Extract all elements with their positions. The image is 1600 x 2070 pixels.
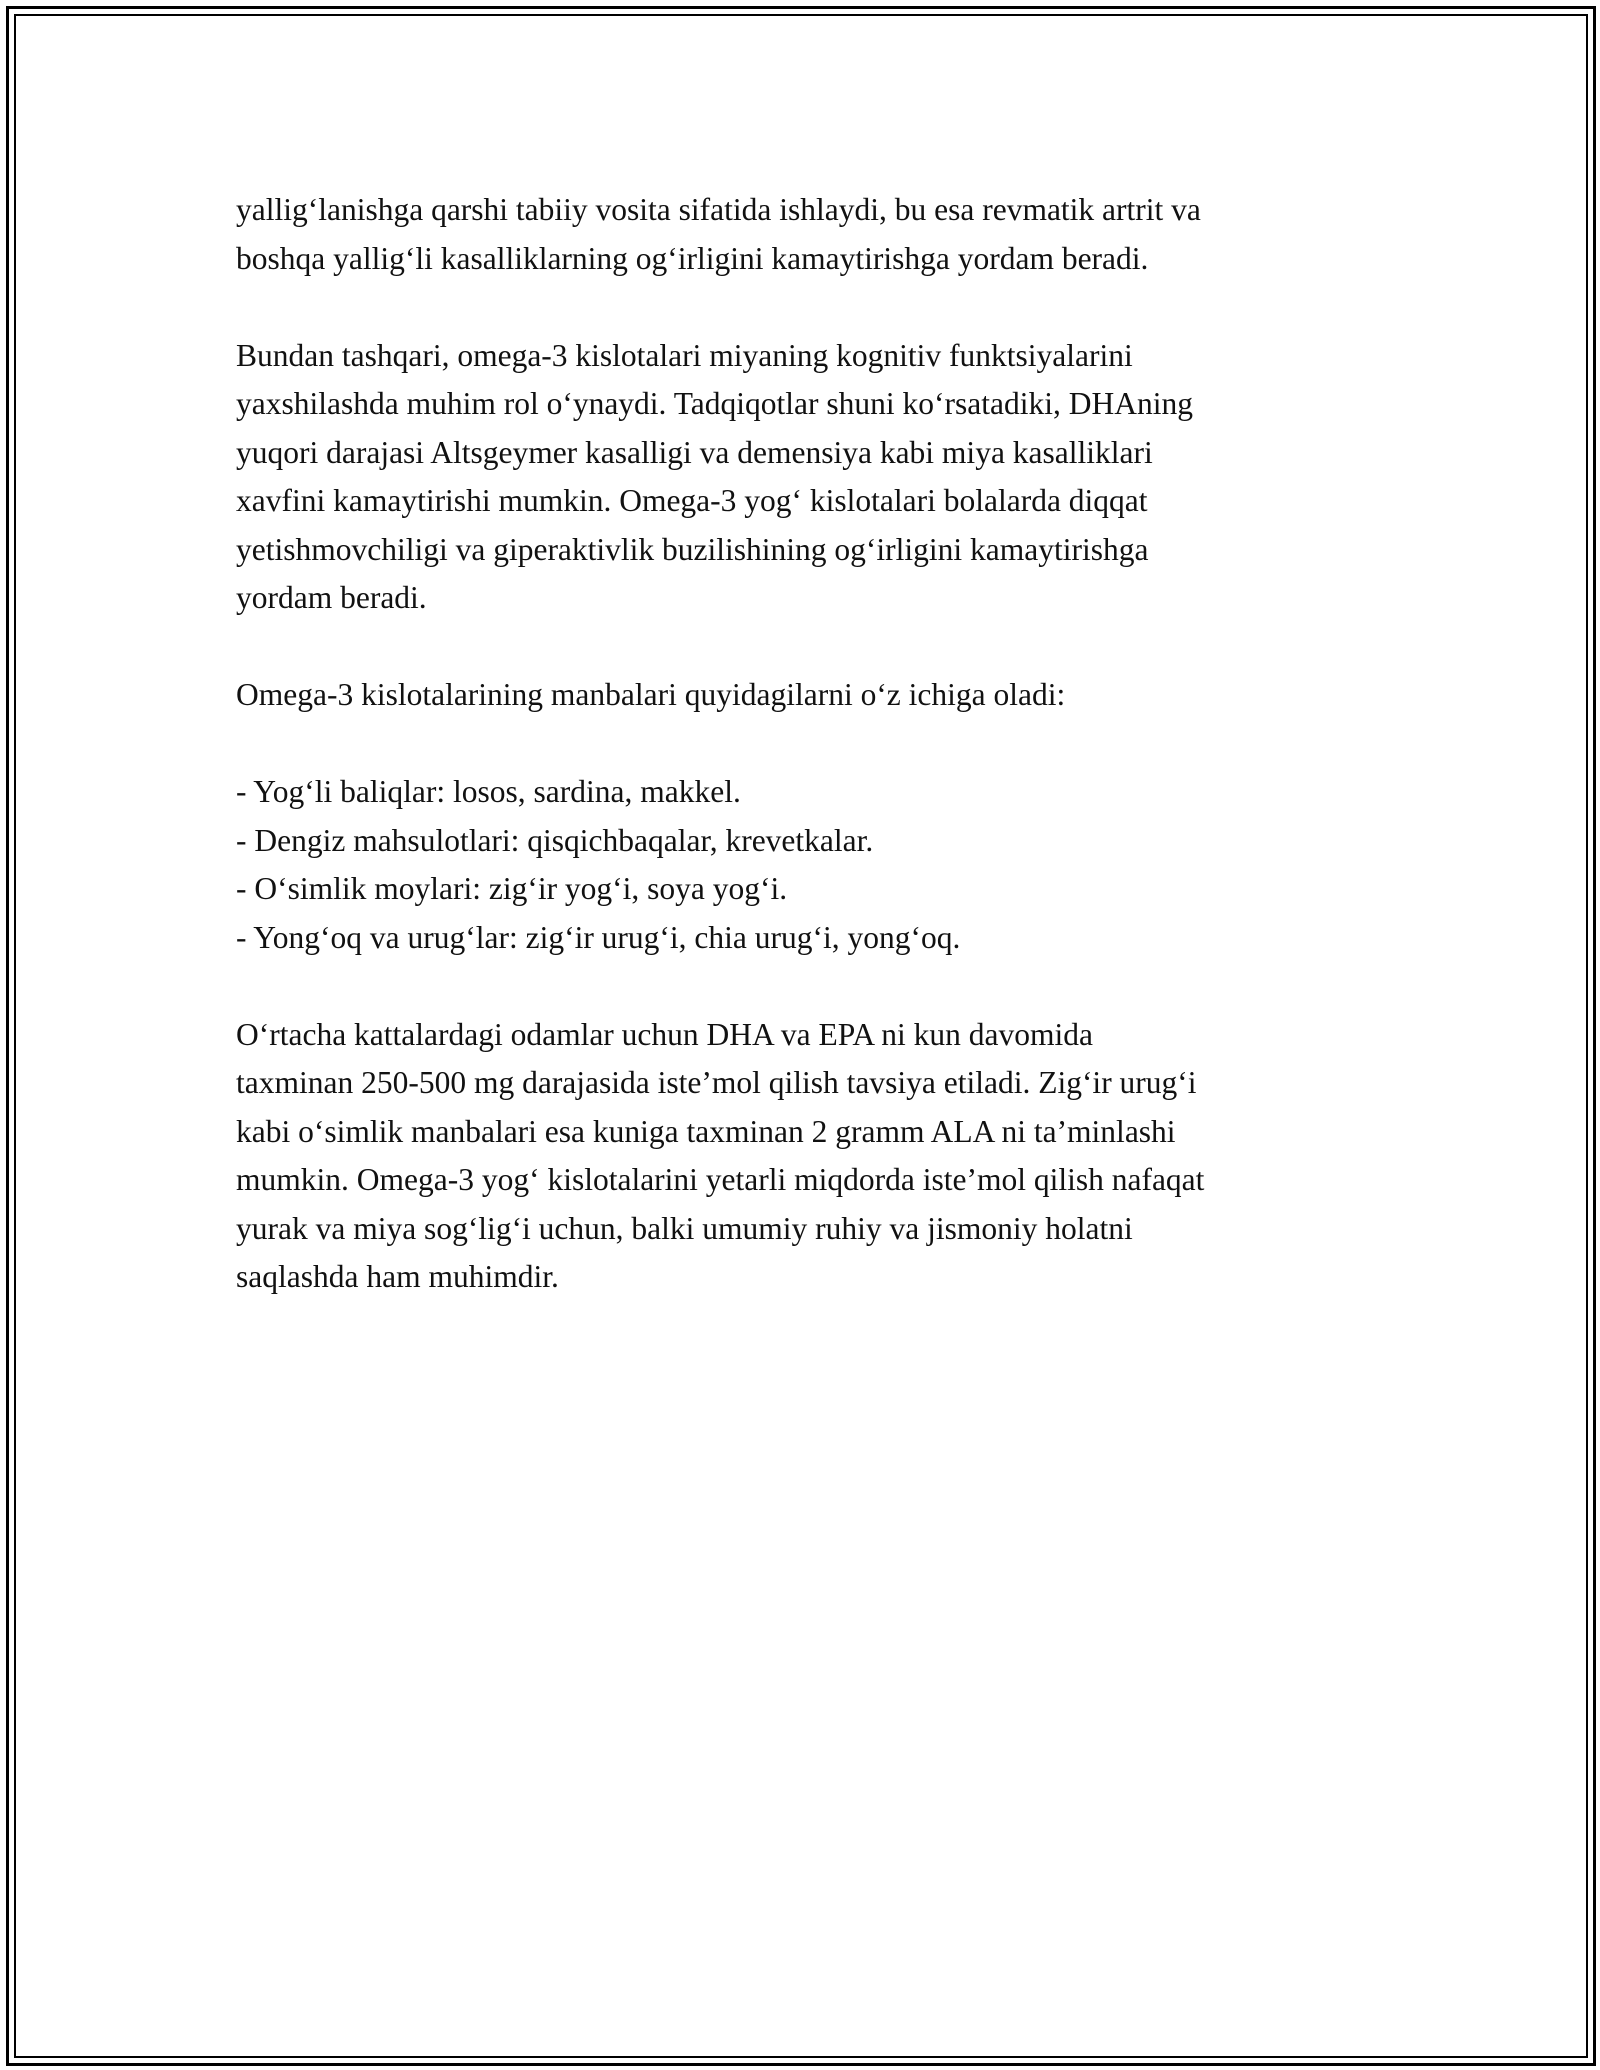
paragraph-line: yuqori darajasi Altsgeymer kasalligi va demensiya kabi miya kasalliklari [236, 434, 1153, 470]
paragraph-line: Omega-3 kislotalarining manbalari quyidagilarni o‘z ichiga oladi: [236, 677, 1066, 712]
paragraph-line: yurak va miya sog‘lig‘i uchun, balki umumiy ruhiy va jismoniy holatni [236, 1210, 1133, 1246]
paragraph-1 [236, 186, 1386, 283]
paragraph-line: yordam beradi. [236, 580, 427, 615]
paragraph-line: yallig‘lanishga qarshi tabiiy vosita sifatida ishlaydi, bu esa revmatik artrit va [236, 192, 1201, 227]
document-body [236, 186, 1386, 1350]
paragraph-line: taxminan 250-500 mg darajasida iste’mol qilish tavsiya etiladi. Zig‘ir urug‘i [236, 1065, 1197, 1100]
list-item: - Yog‘li baliqlar: losos, sardina, makkel. [236, 774, 741, 809]
paragraph-line: xavfini kamaytirishi mumkin. Omega-3 yog‘ kislotalari bolalarda diqqat [236, 483, 1148, 518]
paragraph-4 [236, 1011, 1386, 1302]
paragraph-2 [236, 332, 1386, 623]
paragraph-line: boshqa yallig‘li kasalliklarning og‘irligini kamaytirishga yordam beradi. [236, 240, 1149, 276]
omega3-sources-list [236, 768, 1386, 962]
paragraph-line: mumkin. Omega-3 yog‘ kislotalarini yetarli miqdorda iste’mol qilish nafaqat [236, 1162, 1205, 1197]
paragraph-line: Bundan tashqari, omega-3 kislotalari miyaning kognitiv funktsiyalarini [236, 337, 1133, 373]
paragraph-line: kabi o‘simlik manbalari esa kuniga taxminan 2 gramm ALA ni ta’minlashi [236, 1113, 1176, 1149]
list-item: - Dengiz mahsulotlari: qisqichbaqalar, krevetkalar. [236, 822, 874, 858]
paragraph-3 [236, 671, 1386, 720]
paragraph-line: yaxshilashda muhim rol o‘ynaydi. Tadqiqotlar shuni ko‘rsatadiki, DHAning [236, 386, 1193, 421]
paragraph-line: O‘rtacha kattalardagi odamlar uchun DHA va EPA ni kun davomida [236, 1016, 1093, 1052]
list-item: - Yong‘oq va urug‘lar: zig‘ir urug‘i, chia urug‘i, yong‘oq. [236, 919, 961, 955]
paragraph-line: saqlashda ham muhimdir. [236, 1259, 559, 1294]
paragraph-line: yetishmovchiligi va giperaktivlik buzilishining og‘irligini kamaytirishga [236, 531, 1149, 567]
list-item: - O‘simlik moylari: zig‘ir yog‘i, soya yog‘i. [236, 871, 788, 906]
